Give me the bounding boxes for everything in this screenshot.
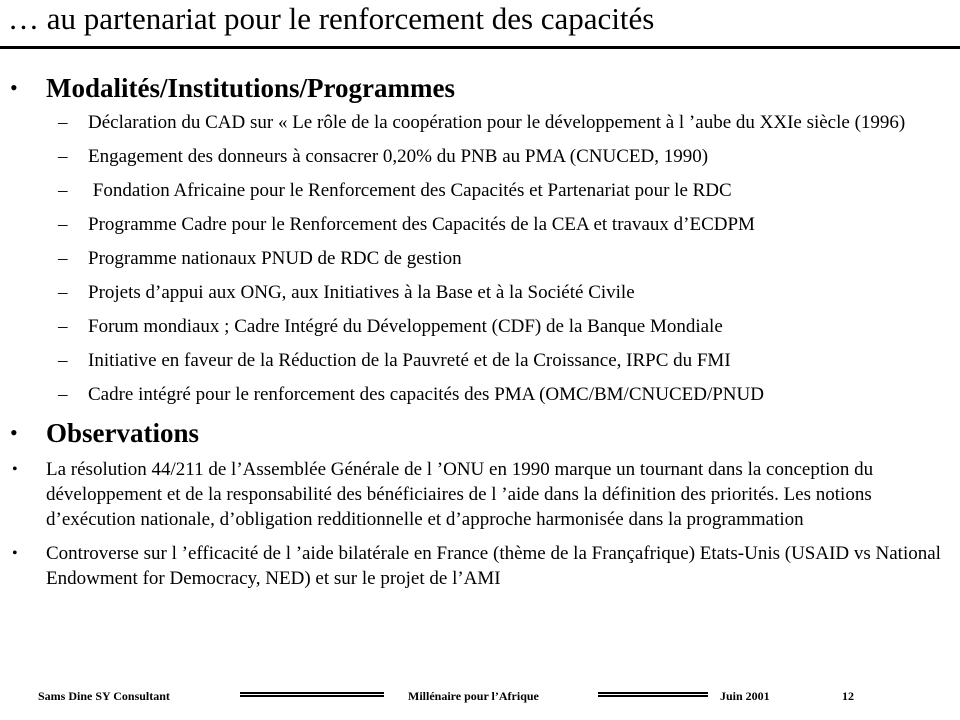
dash-icon: – (58, 350, 68, 371)
list-item (0, 144, 960, 169)
bullet-icon: • (10, 75, 18, 100)
list-item-text: Déclaration du CAD sur « Le rôle de la coopération pour le développement à l ’aube du XXIe siècle (1996) (88, 112, 906, 133)
slide-title: … au partenariat pour le renforcement des capacités (8, 1, 655, 36)
dash-icon: – (58, 316, 68, 337)
list-item (0, 348, 960, 373)
section-heading-observations (0, 417, 960, 449)
list-item (0, 178, 960, 203)
list-item-text: La résolution 44/211 de l’Assemblée Générale de l ’ONU en 1990 marque un tournant dans la conception du développement et de la responsabilité des bénéficiaires de l ’aide dans la définition des priorités. Les notions d’exécution nationale, d’obligation redditionnelle et d’approche harmonisée dans la programmation (46, 459, 874, 530)
footer-divider (598, 692, 708, 697)
list-item (0, 382, 960, 407)
list-item (0, 541, 960, 591)
list-item-text: Forum mondiaux ; Cadre Intégré du Développement (CDF) de la Banque Mondiale (88, 316, 723, 337)
list-item (0, 110, 960, 135)
footer-center: Millénaire pour l’Afrique (408, 689, 539, 703)
bullet-icon: • (10, 420, 18, 445)
modalites-list (0, 110, 960, 407)
list-item-text: Projets d’appui aux ONG, aux Initiatives à la Base et à la Société Civile (88, 282, 635, 303)
dash-icon: – (58, 214, 68, 235)
list-item-text: Controverse sur l ’efficacité de l ’aide bilatérale en France (thème de la Françafrique) Etats-Unis (USAID vs National Endowment for Democracy, NED) et sur le projet de l’AMI (46, 543, 941, 589)
dash-icon: – (58, 180, 68, 201)
list-item-text: Fondation Africaine pour le Renforcement des Capacités et Partenariat pour le RDC (88, 180, 732, 201)
list-item-text: Cadre intégré pour le renforcement des capacités des PMA (OMC/BM/CNUCED/PNUD (88, 384, 764, 405)
section-heading-label: Modalités/Institutions/Programmes (46, 73, 455, 103)
list-item (0, 280, 960, 305)
dash-icon: – (58, 248, 68, 269)
list-item (0, 457, 960, 532)
dash-icon: – (58, 282, 68, 303)
slide-body (0, 72, 960, 600)
dash-icon: – (58, 146, 68, 167)
list-item (0, 314, 960, 339)
list-item-text: Programme nationaux PNUD de RDC de gestion (88, 248, 462, 269)
list-item (0, 212, 960, 237)
list-item (0, 246, 960, 271)
footer-divider (240, 692, 384, 697)
footer-date: Juin 2001 (720, 689, 770, 703)
list-item-text: Initiative en faveur de la Réduction de la Pauvreté et de la Croissance, IRPC du FMI (88, 350, 731, 371)
section-heading-label: Observations (46, 418, 200, 448)
bullet-icon: • (12, 461, 18, 478)
page-number: 12 (842, 689, 854, 703)
observations-list (0, 457, 960, 591)
title-divider (0, 46, 960, 49)
section-heading-modalites (0, 72, 960, 104)
list-item-text: Programme Cadre pour le Renforcement des Capacités de la CEA et travaux d’ECDPM (88, 214, 755, 235)
bullet-icon: • (12, 545, 18, 562)
footer-author: Sams Dine SY Consultant (38, 689, 170, 703)
slide-footer (0, 688, 960, 708)
dash-icon: – (58, 112, 68, 133)
dash-icon: – (58, 384, 68, 405)
list-item-text: Engagement des donneurs à consacrer 0,20% du PNB au PMA (CNUCED, 1990) (88, 146, 709, 167)
